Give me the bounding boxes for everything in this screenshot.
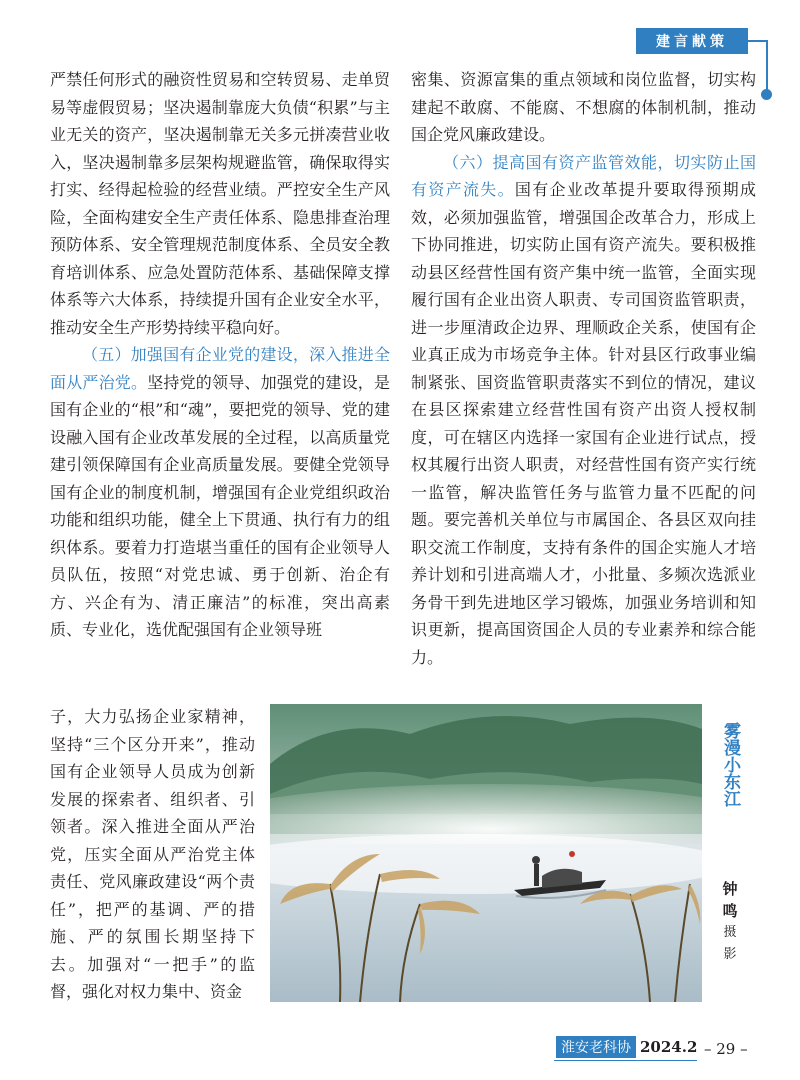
header-dot [761, 89, 772, 100]
right-paragraph-1: 密集、资源富集的重点领域和岗位监督，切实构建起不敢腐、不能腐、不想腐的体制机制，推动国企党风廉政建设。 [411, 70, 756, 144]
landscape-photo [270, 704, 702, 1002]
header-rule-vertical [766, 40, 768, 92]
credit-char-1: 摄 [723, 925, 737, 940]
header-rule [748, 40, 768, 42]
section5-body: 坚持党的领导、加强党的建设，是国有企业的“根”和“魂”，要把党的领导、党的建设融入国有企业改革发展的全过程，以高质量党建引领保障国有企业高质量发展。要健全党领导国有企业的制度机制，增强国有企业党组织政治功能和组织功能，健全上下贯通、执行有力的组织体系。要着力打造堪当重任的国有企业领导人员队伍，按照“对党忠诚、勇于创新、治企有方、兴企有为、清正廉洁”的标准，突出高素质、专业化，选优配强国有企业领导班 [50, 372, 390, 639]
right-column [411, 66, 756, 671]
section6-heading: （六）提高国有资产监管效能，切实防止国有资产流失。 [411, 152, 756, 199]
bottom-left-column [50, 703, 255, 1006]
photo-caption-title: 雾漫小东江 [720, 722, 740, 807]
section6-paragraph [411, 149, 756, 672]
author-name-char-1: 钟 [722, 880, 738, 898]
section5-heading: （五）加强国有企业党的建设，深入推进全面从严治党。 [50, 345, 390, 392]
section-tag: 建言献策 [636, 28, 748, 54]
author-name-char-2: 鸣 [722, 902, 738, 920]
photo-credit [718, 878, 742, 966]
page-number: – 29 – [704, 1040, 748, 1058]
section5-paragraph [50, 341, 390, 644]
section6-body: 国有企业改革提升要取得预期成效，必须加强监管，增强国企改革合力，形成上下协同推进，切实防止国有资产流失。要积极推动县区经营性国有资产集中统一监管，全面实现履行国有企业出资人职责、专司国资监管职责，进一步厘清政企边界、理顺政企关系，使国有企业真正成为市场竞争主体。针对县区行政事业编制紧张、国资监管职责落实不到位的情况，建议在县区探索建立经营性国有资产出资人授权制度，可在辖区内选择一家国有企业进行试点，授权其履行出资人职责，对经营性国有资产实行统一监管，解决监管任务与监管力量不匹配的问题。要完善机关单位与市属国企、各县区双向挂职交流工作制度，支持有条件的国企实施人才培养计划和引进高端人才，小批量、多频次选派业务骨干到先进地区学习锻炼，加强业务培训和知识更新，提高国资国企人员的专业素养和综合能力。 [411, 180, 756, 667]
bottom-left-paragraph: 子，大力弘扬企业家精神，坚持“三个区分开来”，推动国有企业领导人员成为创新发展的探索者、组织者、引领者。深入推进全面从严治党，压实全面从严治党主体责任、党风廉政建设“两个责任”，把严的基调、严的措施、严的氛围长期坚持下去。加强对“一把手”的监督，强化对权力集中、资金 [50, 707, 255, 1001]
issue-number: 2024.2 [640, 1038, 698, 1056]
credit-char-2: 影 [723, 947, 737, 962]
left-paragraph-1: 严禁任何形式的融资性贸易和空转贸易、走单贸易等虚假贸易；坚决遏制靠庞大负债“积累”与主业无关的资产，坚决遏制靠无关多元拼凑营业收入，坚决遏制靠多层架构规避监管，确保取得实打实、经得起检验的经营业绩。严控安全生产风险，全面构建安全生产责任体系、隐患排查治理预防体系、安全管理规范制度体系、全员安全教育培训体系、应急处置防范体系、基础保障支撑体系等六大体系，持续提升国有企业安全水平，推动安全生产形势持续平稳向好。 [50, 70, 390, 337]
publication-name: 淮安老科协 [556, 1036, 636, 1058]
left-column [50, 66, 390, 644]
